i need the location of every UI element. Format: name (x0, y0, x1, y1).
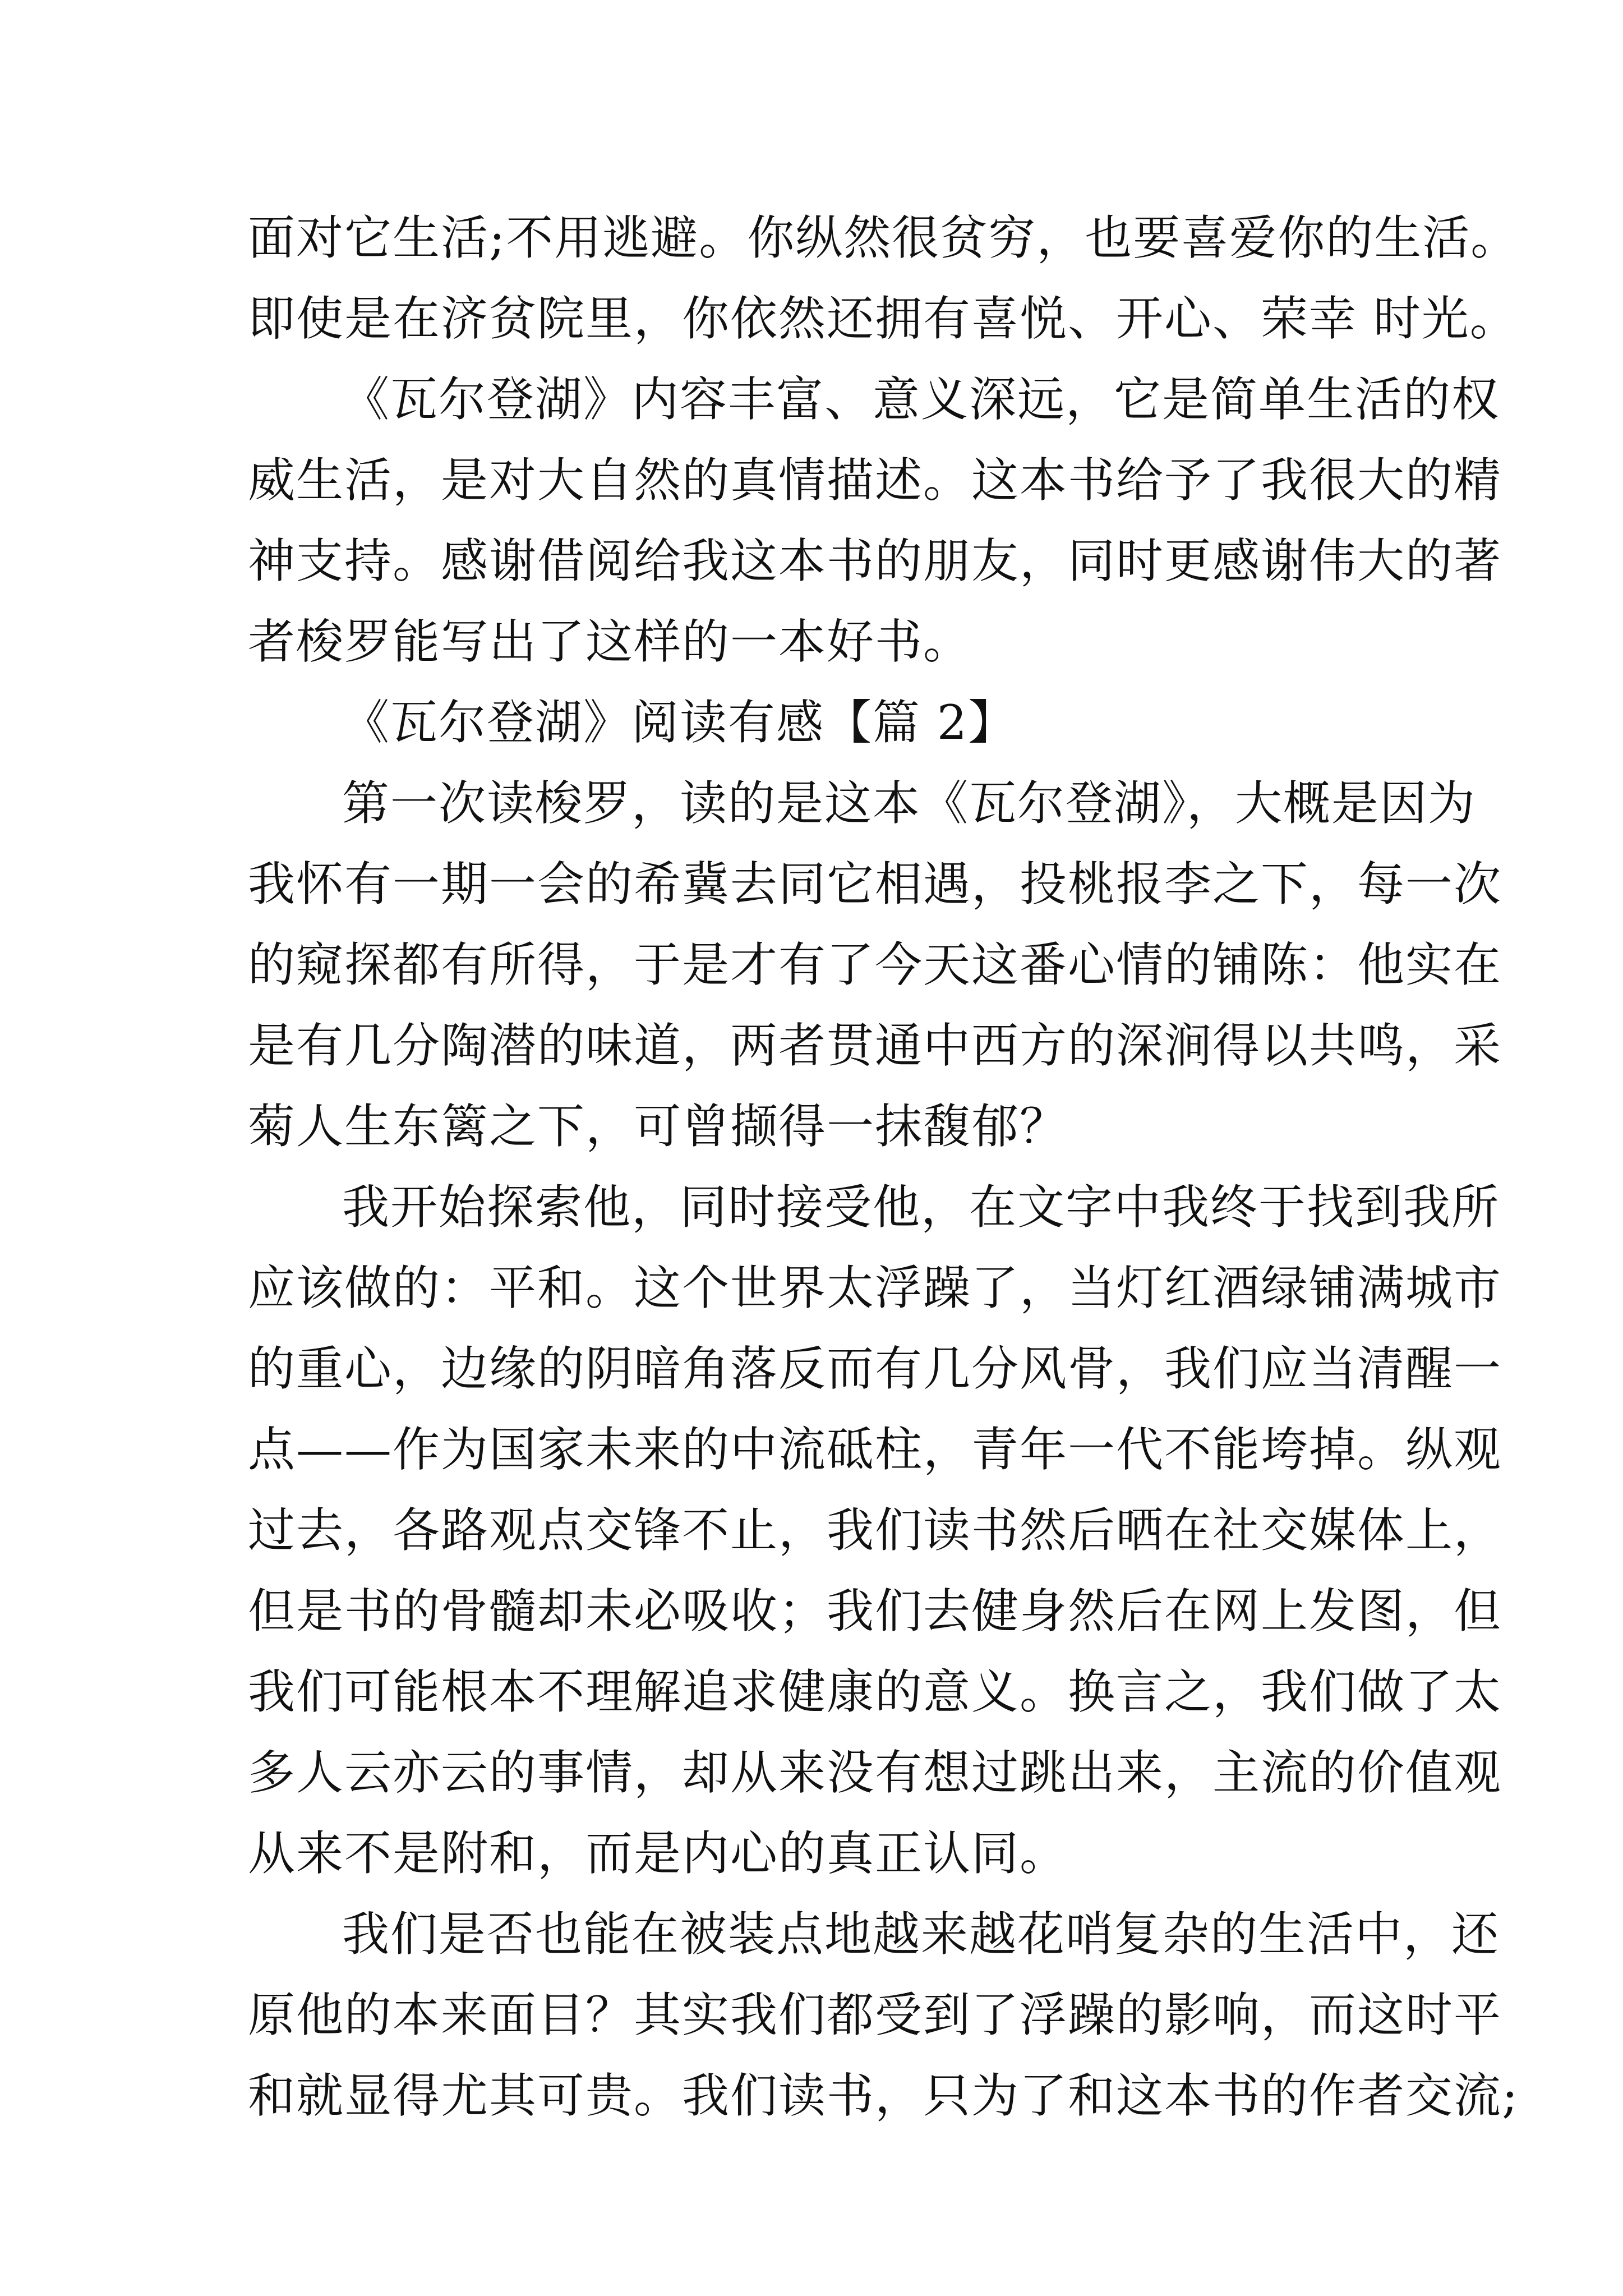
text-line: 者梭罗能写出了这样的一本好书。 (248, 614, 972, 669)
text-line: 点——作为国家未来的中流砥柱，青年一代不能垮掉。纵观 (248, 1422, 1502, 1477)
text-line: 应该做的：平和。这个世界太浮躁了，当灯红酒绿铺满城市 (248, 1260, 1502, 1315)
text-line: 即使是在济贫院里，你依然还拥有喜悦、开心、荣幸 时光。 (248, 291, 1518, 346)
text-line: 和就显得尤其可贵。我们读书，只为了和这本书的作者交流; (248, 2068, 1519, 2123)
text-line: 菊人生东篱之下，可曾撷得一抹馥郁？ (248, 1099, 1068, 1154)
body-text (248, 197, 1519, 2136)
text-line: 的重心，边缘的阴暗角落反而有几分风骨，我们应当清醒一 (248, 1341, 1502, 1396)
text-line: 我们是否也能在被装点地越来越花哨复杂的生活中，还 (342, 1907, 1500, 1962)
text-line: 原他的本来面目？其实我们都受到了浮躁的影响，而这时平 (248, 1987, 1502, 2042)
text-line: 但是书的骨髓却未必吸收；我们去健身然后在网上发图，但 (248, 1584, 1502, 1639)
text-line: 神支持。感谢借阅给我这本书的朋友，同时更感谢伟大的著 (248, 533, 1502, 588)
text-line: 面对它生活;不用逃避。你纵然很贫穷，也要喜爱你的生活。 (248, 210, 1519, 265)
text-line: 威生活，是对大自然的真情描述。这本书给予了我很大的精 (248, 453, 1502, 508)
text-line: 的窥探都有所得，于是才有了今天这番心情的铺陈：他实在 (248, 937, 1502, 992)
text-line: 过去，各路观点交锋不止，我们读书然后晒在社交媒体上， (248, 1503, 1502, 1558)
text-line: 是有几分陶潜的味道，两者贯通中西方的深涧得以共鸣，采 (248, 1018, 1502, 1073)
text-line: 从来不是附和，而是内心的真正认同。 (248, 1826, 1068, 1881)
section-heading: 《瓦尔登湖》阅读有感【篇 2】 (342, 695, 1017, 750)
text-line: 我开始探索他，同时接受他，在文字中我终于找到我所 (342, 1180, 1500, 1235)
text-line: 第一次读梭罗，读的是这本《瓦尔登湖》，大概是因为 (342, 776, 1477, 831)
text-line: 《瓦尔登湖》内容丰富、意义深远，它是简单生活的权 (342, 372, 1500, 427)
text-line: 我怀有一期一会的希冀去同它相遇，投桃报李之下，每一次 (248, 857, 1502, 912)
text-line: 我们可能根本不理解追求健康的意义。换言之，我们做了太 (248, 1664, 1502, 1719)
text-line: 多人云亦云的事情，却从来没有想过跳出来，主流的价值观 (248, 1745, 1502, 1800)
